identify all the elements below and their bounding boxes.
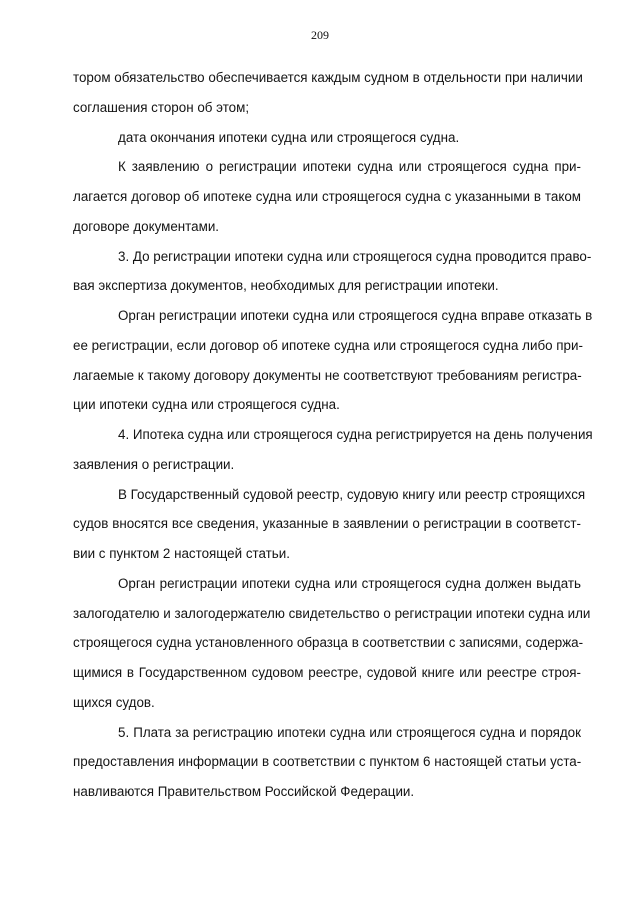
text-line: щимися в Государственном судовом реестре, судовой книге или реестре строя- bbox=[73, 665, 581, 680]
text-line: договоре документами. bbox=[73, 218, 220, 234]
text-line: 4. Ипотека судна или строящегося судна регистрируется на день получения bbox=[118, 427, 593, 442]
text-line: 3. До регистрации ипотеки судна или строящегося судна проводится право- bbox=[118, 248, 592, 264]
paragraph-item-5 bbox=[73, 718, 581, 807]
text-line: Орган регистрации ипотеки судна или строящегося судна вправе отказать в bbox=[118, 308, 593, 323]
text-line: вая экспертиза документов, необходимых для регистрации ипотеки. bbox=[73, 278, 499, 294]
paragraph-registry bbox=[73, 480, 586, 569]
text-line: залогодателю и залогодержателю свидетельство о регистрации ипотеки судна или bbox=[73, 605, 591, 621]
paragraph-end-date bbox=[73, 123, 581, 153]
text-line: дата окончания ипотеки судна или строящегося судна. bbox=[118, 129, 460, 145]
text-line: тором обязательство обеспечивается каждым судном в отдельности при наличии bbox=[73, 70, 583, 85]
text-line: лагается договор об ипотеке судна или строящегося судна с указанными в таком bbox=[73, 189, 581, 204]
text-line: судов вносятся все сведения, указанные в заявлении о регистрации в соответст- bbox=[73, 516, 581, 532]
text-line: щихся судов. bbox=[73, 694, 155, 710]
text-line: строящегося судна установленного образца в соответствии с записями, содержа- bbox=[73, 635, 584, 651]
paragraph-refusal bbox=[73, 301, 593, 420]
paragraph-continuation bbox=[73, 63, 581, 123]
text-line: ее регистрации, если договор об ипотеке судна или строящегося судна либо при- bbox=[73, 337, 583, 353]
text-line: заявления о регистрации. bbox=[73, 456, 235, 472]
text-line: К заявлению о регистрации ипотеки судна или строящегося судна при- bbox=[118, 159, 581, 175]
text-line: вии с пунктом 2 настоящей статьи. bbox=[73, 546, 290, 561]
text-line: лагаемые к такому договору документы не соответствуют требованиям регистра- bbox=[73, 367, 582, 383]
text-line: навливаются Правительством Российской Федерации. bbox=[73, 784, 415, 799]
text-line: Орган регистрации ипотеки судна или строящегося судна должен выдать bbox=[118, 575, 581, 591]
text-line: ции ипотеки судна или строящегося судна. bbox=[73, 397, 340, 413]
text-line: В Государственный судовой реестр, судовую книгу или реестр строящихся bbox=[118, 486, 586, 502]
text-line: 5. Плата за регистрацию ипотеки судна или строящегося судна и порядок bbox=[118, 724, 581, 740]
paragraph-certificate bbox=[73, 569, 591, 718]
text-line: предоставления информации в соответствии с пунктом 6 настоящей статьи уста- bbox=[73, 754, 582, 770]
page-number: 209 bbox=[311, 28, 329, 42]
paragraph-attachments bbox=[73, 152, 581, 241]
paragraph-item-4 bbox=[73, 420, 593, 480]
text-line: соглашения сторон об этом; bbox=[73, 99, 250, 115]
paragraph-item-3 bbox=[73, 242, 592, 302]
document-body bbox=[73, 63, 593, 807]
